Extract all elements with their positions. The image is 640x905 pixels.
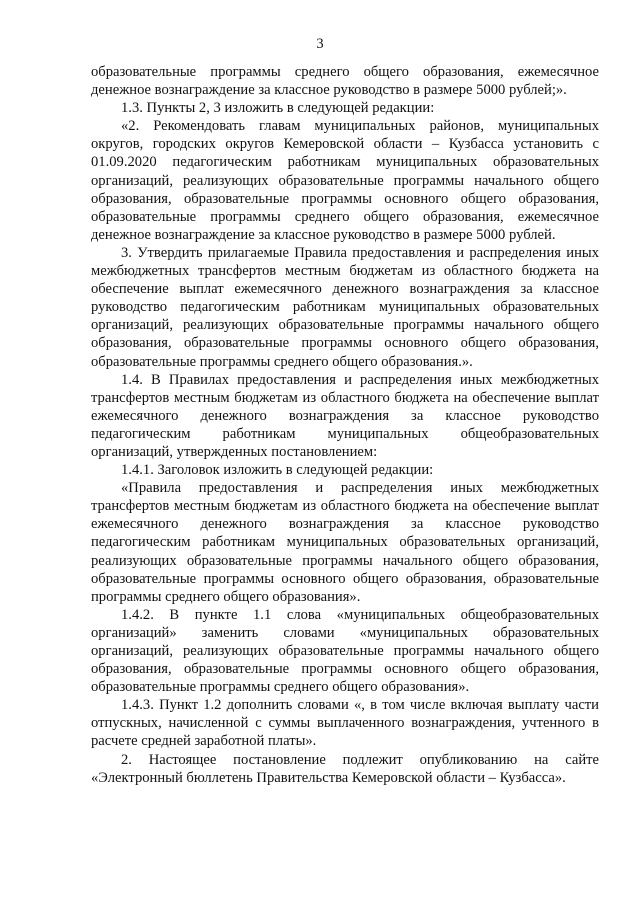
paragraph-new-title: «Правила предоставления и распределения иных межбюджетных трансфертов местным бюджетам из областного бюджета на обеспечение выплат ежемесячного денежного вознаграждения за классное руководство педагогическим работникам муниципальных образовательных организаций, реализующих образовательные программы начального общего образования, образовательные программы основного общего образования, образовательные программы среднего общего образования». (91, 480, 599, 605)
paragraph-publication: 2. Настоящее постановление подлежит опубликованию на сайте «Электронный бюллетень Правительства Кемеровской области – Кузбасса». (91, 751, 599, 786)
paragraph-item-1-4-3: 1.4.3. Пункт 1.2 дополнить словами «, в том числе включая выплату части отпускных, начисленной с суммы выплаченного вознаграждения, учтенного в расчете средней заработной платы». (91, 697, 599, 750)
page-number: 3 (316, 36, 324, 52)
paragraph-item-1-4: 1.4. В Правилах предоставления и распределения иных межбюджетных трансфертов местным бюджетам из областного бюджета на обеспечение выплат ежемесячного денежного вознаграждения за классное руководство педагогическим работникам муниципальных общеобразовательных организаций, утвержденных постановлением: (91, 371, 599, 460)
paragraph-point-2: «2. Рекомендовать главам муниципальных районов, муниципальных округов, городских округов Кемеровской области – Кузбасса установить с 01.09.2020 педагогическим работникам муниципальных образовательных организаций, реализующих образовательные программы начального общего образования, образовательные программы основного общего образования, образовательные программы среднего общего образования, ежемесячное денежное вознаграждение за классное руководство в размере 5000 рублей. (91, 118, 599, 243)
paragraph-item-1-4-1: 1.4.1. Заголовок изложить в следующей редакции: (121, 462, 434, 479)
document-body (91, 63, 599, 787)
paragraph-continuation: образовательные программы среднего общего образования, ежемесячное денежное вознаграждение за классное руководство в размере 5000 рублей;». (91, 64, 599, 99)
paragraph-item-1-4-2: 1.4.2. В пункте 1.1 слова «муниципальных общеобразовательных организаций» заменить словами «муниципальных образовательных организаций, реализующих образовательные программы начального общего образования, образовательные программы основного общего образования, образовательные программы среднего общего образования». (91, 606, 599, 696)
paragraph-point-3: 3. Утвердить прилагаемые Правила предоставления и распределения иных межбюджетных трансфертов местным бюджетам из областного бюджета на обеспечение выплат ежемесячного денежного вознаграждения за классное руководство педагогическим работникам муниципальных образовательных организаций, реализующих образовательные программы начального общего образования, образовательные программы основного общего образования, образовательные программы среднего общего образования.». (91, 244, 599, 370)
paragraph-item-1-3: 1.3. Пункты 2, 3 изложить в следующей редакции: (121, 100, 435, 117)
